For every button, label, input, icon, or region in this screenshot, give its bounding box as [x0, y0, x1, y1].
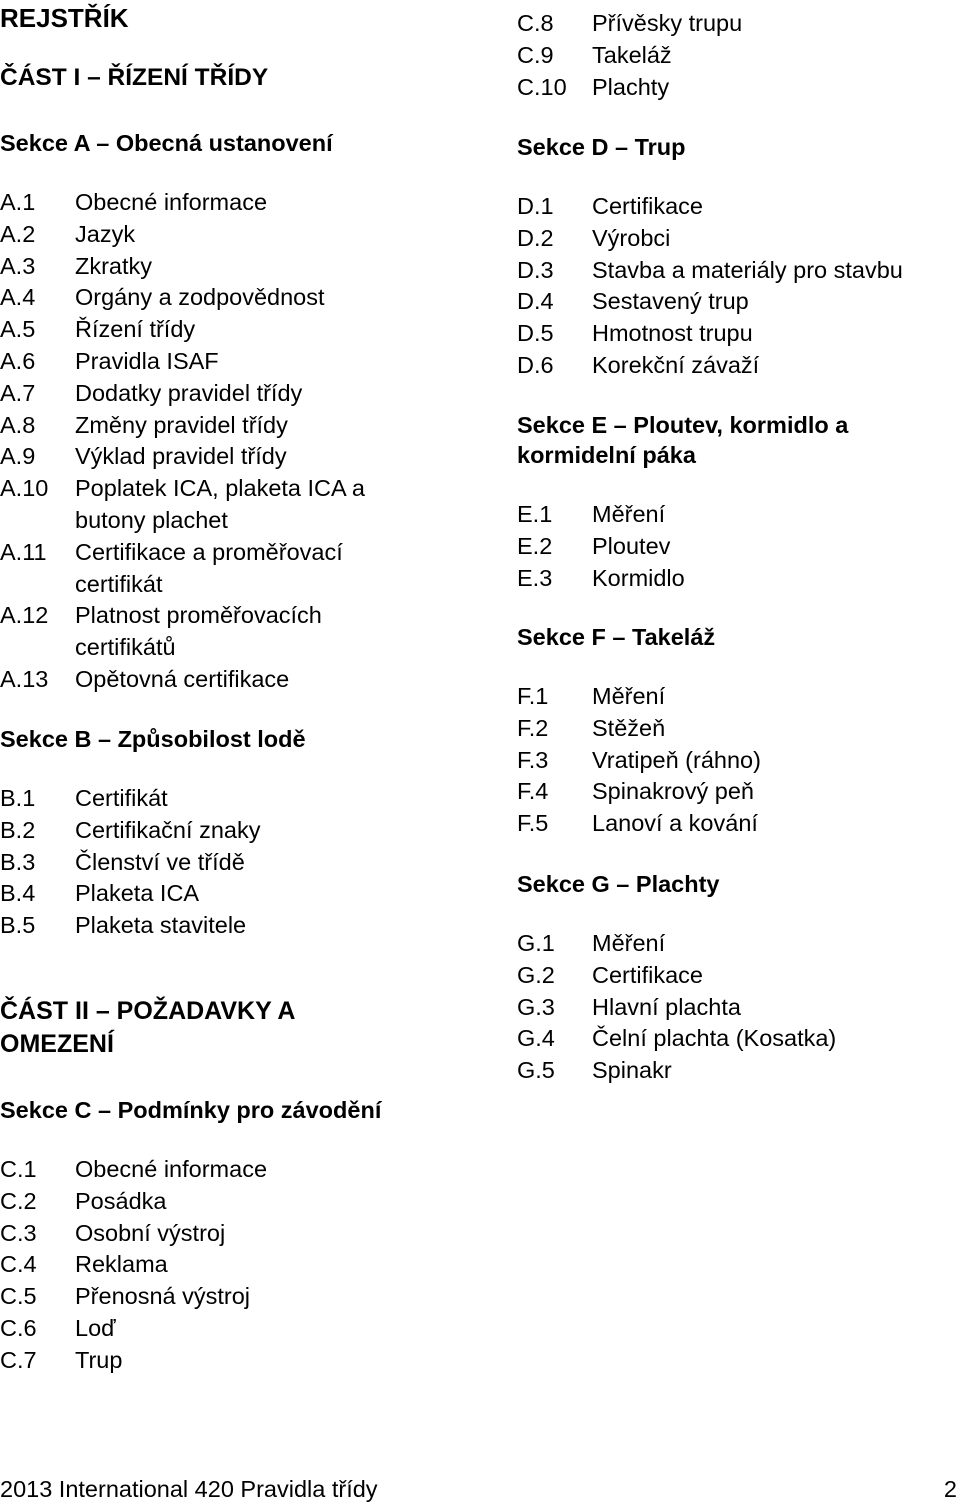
list-item[interactable]: A.9 Výklad pravidel třídy	[0, 443, 287, 470]
list-item[interactable]: E.1 Měření	[517, 501, 666, 527]
list-item[interactable]: A.4 Orgány a zodpovědnost	[0, 284, 325, 311]
list-item[interactable]: D.2 Výrobci	[517, 224, 671, 251]
list-item[interactable]: D.5 Hmotnost trupu	[517, 320, 753, 347]
section-g-list	[517, 928, 957, 1087]
list-item[interactable]: F.4 Spinakrový peň	[517, 778, 754, 805]
list-item[interactable]: B.5 Plaketa stavitele	[0, 912, 247, 939]
list-item[interactable]: B.4 Plaketa ICA	[0, 880, 200, 907]
list-item[interactable]: A.3 Zkratky	[0, 252, 153, 279]
list-item[interactable]: G.5 Spinakr	[517, 1057, 672, 1084]
list-item[interactable]: D.3 Stavba a materiály pro stavbu	[517, 256, 903, 283]
section-d-heading: Sekce D – Trup	[517, 134, 686, 160]
part-2-heading: ČÁST II – POŽADAVKY A OMEZENÍ	[0, 997, 295, 1058]
list-item[interactable]: C.7 Trup	[0, 1346, 123, 1373]
list-item[interactable]: C.1 Obecné informace	[0, 1156, 268, 1182]
list-item[interactable]: A.10 Poplatek ICA, plaketa ICA a butony plachet	[0, 475, 365, 533]
list-item[interactable]: B.3 Členství ve třídě	[0, 848, 245, 875]
section-g-heading: Sekce G – Plachty	[517, 871, 720, 897]
list-item[interactable]: F.1 Měření	[517, 683, 666, 709]
list-item[interactable]: A.8 Změny pravidel třídy	[0, 411, 288, 438]
section-b-heading: Sekce B – Způsobilost lodě	[0, 726, 306, 752]
list-item[interactable]: D.4 Sestavený trup	[517, 288, 749, 315]
list-item[interactable]: G.1 Měření	[517, 930, 666, 956]
list-item[interactable]: B.2 Certifikační znaky	[0, 816, 261, 843]
list-item[interactable]: A.1 Obecné informace	[0, 189, 268, 215]
footer-title: 2013 International 420 Pravidla třídy	[0, 1476, 378, 1502]
list-item[interactable]: G.2 Certifikace	[517, 961, 704, 988]
section-c-list-continued	[517, 8, 957, 103]
list-item[interactable]: A.5 Řízení třídy	[0, 316, 196, 343]
list-item[interactable]: F.3 Vratipeň (ráhno)	[517, 746, 761, 773]
list-item[interactable]: G.3 Hlavní plachta	[517, 993, 741, 1020]
list-item[interactable]: D.6 Korekční závaží	[517, 351, 760, 378]
list-item[interactable]: C.3 Osobní výstroj	[0, 1219, 226, 1246]
section-e-list	[517, 499, 957, 594]
list-item[interactable]: A.13 Opětovná certifikace	[0, 665, 290, 692]
section-a-heading: Sekce A – Obecná ustanovení	[0, 130, 333, 156]
section-f-heading: Sekce F – Takeláž	[517, 624, 716, 650]
list-item[interactable]: A.2 Jazyk	[0, 220, 136, 247]
list-item[interactable]: E.2 Ploutev	[517, 532, 671, 559]
list-item[interactable]: A.7 Dodatky pravidel třídy	[0, 379, 303, 406]
section-a-list	[0, 187, 420, 696]
list-item[interactable]: F.5 Lanoví a kování	[517, 810, 758, 837]
section-c-heading: Sekce C – Podmínky pro závodění	[0, 1097, 382, 1123]
list-item[interactable]: C.8 Přívěsky trupu	[517, 10, 743, 36]
list-item[interactable]: C.10 Plachty	[517, 73, 670, 100]
list-item[interactable]: A.12 Platnost proměřovacích certifikátů	[0, 602, 322, 661]
list-item[interactable]: C.2 Posádka	[0, 1187, 167, 1214]
section-e-heading: Sekce E – Ploutev, kormidlo a kormidelní páka	[517, 412, 849, 468]
list-item[interactable]: E.3 Kormidlo	[517, 564, 685, 591]
part-1-heading: ČÁST I – ŘÍZENÍ TŘÍDY	[0, 64, 269, 91]
index-heading: REJSTŘÍK	[0, 3, 129, 33]
page-footer	[0, 1474, 960, 1504]
page-number: 2	[943, 1476, 957, 1502]
list-item[interactable]: C.9 Takeláž	[517, 41, 672, 68]
list-item[interactable]: A.11 Certifikace a proměřovací certifikát	[0, 538, 343, 597]
section-c-list	[0, 1154, 420, 1377]
list-item[interactable]: C.4 Reklama	[0, 1251, 168, 1278]
section-d-list	[517, 191, 957, 382]
list-item[interactable]: G.4 Čelní plachta (Kosatka)	[517, 1025, 837, 1052]
list-item[interactable]: B.1 Certifikát	[0, 785, 168, 811]
list-item[interactable]: C.5 Přenosná výstroj	[0, 1283, 251, 1310]
list-item[interactable]: A.6 Pravidla ISAF	[0, 347, 219, 374]
section-b-list	[0, 783, 420, 942]
section-f-list	[517, 681, 957, 840]
list-item[interactable]: C.6 Loď	[0, 1314, 116, 1341]
list-item[interactable]: D.1 Certifikace	[517, 193, 704, 219]
list-item[interactable]: F.2 Stěžeň	[517, 714, 666, 741]
